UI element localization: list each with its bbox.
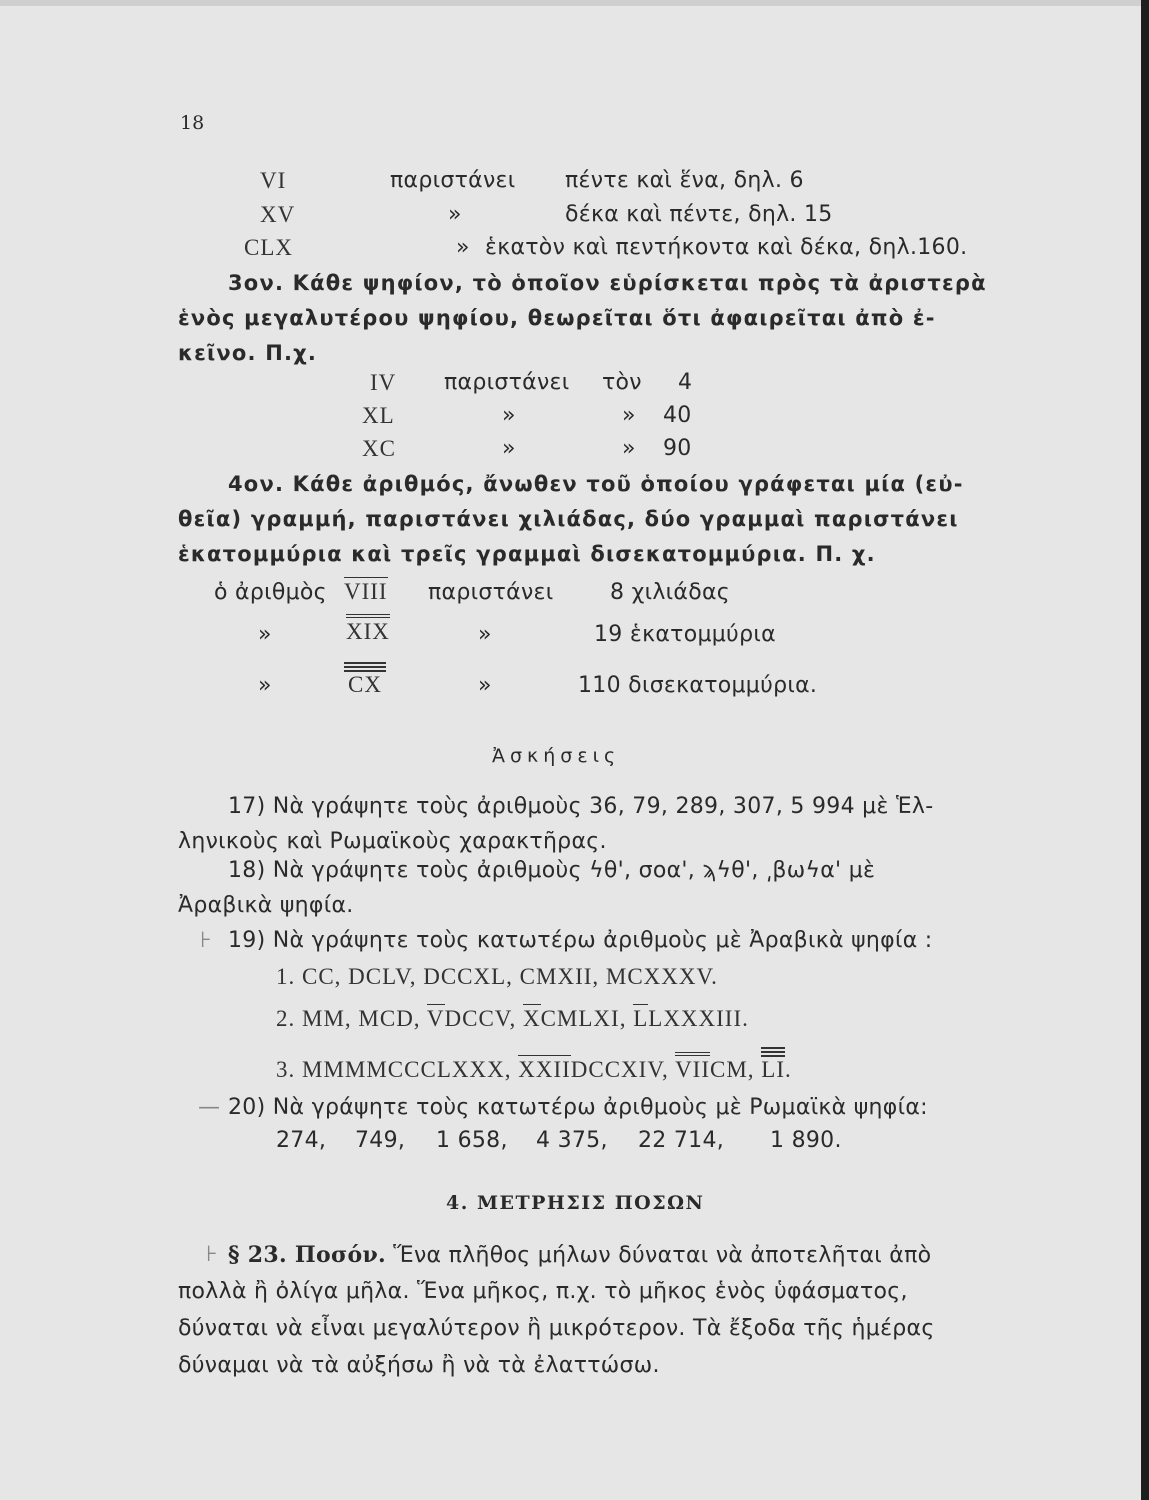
scan-right-edge — [1141, 0, 1149, 1500]
verb-text: παριστάνει — [428, 580, 554, 605]
value-text: 19 ἑκατομμύρια — [594, 622, 776, 647]
triple-overline-text: CX — [344, 672, 386, 698]
item-number: 1. — [276, 964, 296, 989]
exercise-line: 17) Νὰ γράψητε τοὺς ἀριθμοὺς 36, 79, 289, 307, 5 994 μὲ Ἑλ- — [228, 794, 934, 819]
item-text: LXXXIII. — [648, 1006, 749, 1031]
item-text: MM, MCD, — [302, 1006, 427, 1031]
roman-numeral-thousands: VIII — [344, 579, 388, 604]
page-number: 18 — [180, 112, 205, 134]
paragraph-line: θεῖα) γραμμή, παριστάνει χιλιάδας, δύο γραμμαὶ παριστάνει — [178, 507, 959, 531]
roman-numeral-billions — [344, 672, 386, 698]
scan-top-edge — [0, 0, 1149, 6]
item-text: DCCV, — [444, 1006, 523, 1031]
item-text: MMMMCCCLXXX, — [302, 1057, 519, 1082]
exercise-line: ληνικοὺς καὶ Ρωμαϊκοὺς χαρακτῆρας. — [178, 829, 607, 854]
ditto-mark: » — [258, 622, 272, 647]
item-number: 3. — [276, 1057, 296, 1082]
exercise-number: 22 714, — [638, 1128, 725, 1153]
paragraph-text: Ἕνα πλῆθος μήλων δύναται νὰ ἀποτελῆται ἀπὸ — [385, 1243, 932, 1268]
value-text: 40 — [663, 403, 692, 428]
value-text: 4 — [678, 370, 693, 395]
item-text: CMLXI, — [540, 1006, 634, 1031]
section-heading: 4. ΜΕΤΡΗΣΙΣ ΠΟΣΩΝ — [446, 1192, 705, 1214]
roman-numeral: XC — [362, 436, 396, 461]
pencil-mark-icon: ⊦ — [200, 928, 212, 953]
paragraph-line: κεῖνο. Π.χ. — [178, 341, 318, 365]
article-text: τὸν — [602, 370, 642, 395]
lead-text: ὁ ἀριθμὸς — [214, 580, 327, 605]
value-text: 90 — [663, 436, 692, 461]
item-text: . — [785, 1057, 792, 1082]
overlined-numeral: V — [426, 1006, 445, 1031]
roman-numeral: XL — [362, 403, 395, 428]
meaning-text: δέκα καὶ πέντε, δηλ. 15 — [565, 202, 833, 227]
paragraph-line: δύναται νὰ εἶναι μεγαλύτερον ἢ μικρότερον. Τὰ ἔξοδα τῆς ἡμέρας — [178, 1316, 935, 1341]
exercise-number: 1 658, — [436, 1128, 508, 1153]
exercise-item-1 — [276, 964, 718, 990]
paragraph-line: πολλὰ ἢ ὀλίγα μῆλα. Ἕνα μῆκος, π.χ. τὸ μῆκος ἑνὸς ὑφάσματος, — [178, 1279, 908, 1304]
paragraph-line: ἑκατομμύρια καὶ τρεῖς γραμμαὶ δισεκατομμύρια. Π. χ. — [178, 542, 876, 566]
paragraph-line: 3ον. Κάθε ψηφίον, τὸ ὁποῖον εὑρίσκεται πρὸς τὰ ἀριστερὰ — [228, 271, 987, 295]
exercises-title: Ἀσκήσεις — [492, 745, 621, 767]
ditto-mark: » — [478, 673, 492, 698]
roman-numeral-millions: XIX — [346, 614, 390, 645]
verb-text: παριστάνει — [390, 168, 516, 193]
exercise-number: 274, — [276, 1128, 327, 1153]
roman-numeral: VI — [260, 168, 287, 193]
overlined-numeral: L — [633, 1006, 649, 1031]
exercise-title: 20) Νὰ γράψητε τοὺς κατωτέρω ἀριθμοὺς μὲ Ρωμαϊκὰ ψηφία: — [228, 1095, 928, 1120]
ditto-mark: » — [502, 436, 516, 461]
section-label: § 23. Ποσόν. — [228, 1242, 386, 1268]
exercise-line: Ἀραβικὰ ψηφία. — [178, 893, 354, 918]
roman-numeral: XV — [260, 202, 296, 227]
ditto-mark: » — [622, 436, 636, 461]
ditto-mark: » — [502, 403, 516, 428]
item-text: CC, DCLV, DCCXL, CMXII, MCXXXV. — [302, 964, 718, 989]
paragraph-line: ἑνὸς μεγαλυτέρου ψηφίου, θεωρεῖται ὅτι ἀφαιρεῖται ἀπὸ ἐ- — [178, 306, 936, 330]
exercise-number: 4 375, — [536, 1128, 608, 1153]
ditto-mark: » — [456, 235, 470, 260]
meaning-text: ἑκατὸν καὶ πεντήκοντα καὶ δέκα, δηλ.160. — [485, 235, 968, 260]
pencil-mark-icon: ⊦ — [206, 1242, 218, 1267]
pencil-mark-icon: — — [198, 1095, 220, 1120]
paragraph-line: 4ον. Κάθε ἀριθμός, ἄνωθεν τοῦ ὁποίου γράφεται μία (εὐ- — [228, 472, 964, 496]
roman-numeral: CLX — [244, 235, 293, 260]
exercise-number: 749, — [355, 1128, 406, 1153]
meaning-text: πέντε καὶ ἕνα, δηλ. 6 — [565, 168, 804, 193]
exercise-title: 19) Νὰ γράψητε τοὺς κατωτέρω ἀριθμοὺς μὲ Ἀραβικὰ ψηφία : — [228, 928, 933, 953]
double-overlined-numeral: VII — [675, 1052, 710, 1082]
paragraph-line: δύναμαι νὰ τὰ αὐξήσω ἢ νὰ τὰ ἐλαττώσω. — [178, 1353, 660, 1378]
ditto-mark: » — [448, 202, 462, 227]
exercise-item-2 — [276, 1006, 749, 1032]
overlined-numeral: X — [522, 1006, 541, 1031]
item-text: CM, — [710, 1057, 762, 1082]
overlined-numeral: XXII — [518, 1057, 571, 1082]
roman-numeral: IV — [370, 370, 397, 395]
exercise-number: 1 890. — [770, 1128, 842, 1153]
item-number: 2. — [276, 1006, 296, 1031]
ditto-mark: » — [478, 622, 492, 647]
ditto-mark: » — [258, 673, 272, 698]
value-text: 8 χιλιάδας — [610, 580, 730, 605]
value-text: 110 δισεκατομμύρια. — [578, 673, 818, 698]
item-text: DCCXIV, — [570, 1057, 676, 1082]
ditto-mark: » — [622, 403, 636, 428]
exercise-item-3 — [276, 1057, 792, 1083]
triple-overlined-numeral: LI — [761, 1057, 786, 1082]
exercise-line: 18) Νὰ γράψητε τοὺς ἀριθμοὺς ϟθ', σοα', ϡϟθ', ͵βωϟα' μὲ — [228, 858, 876, 883]
verb-text: παριστάνει — [444, 370, 570, 395]
section-first-line — [228, 1242, 931, 1268]
